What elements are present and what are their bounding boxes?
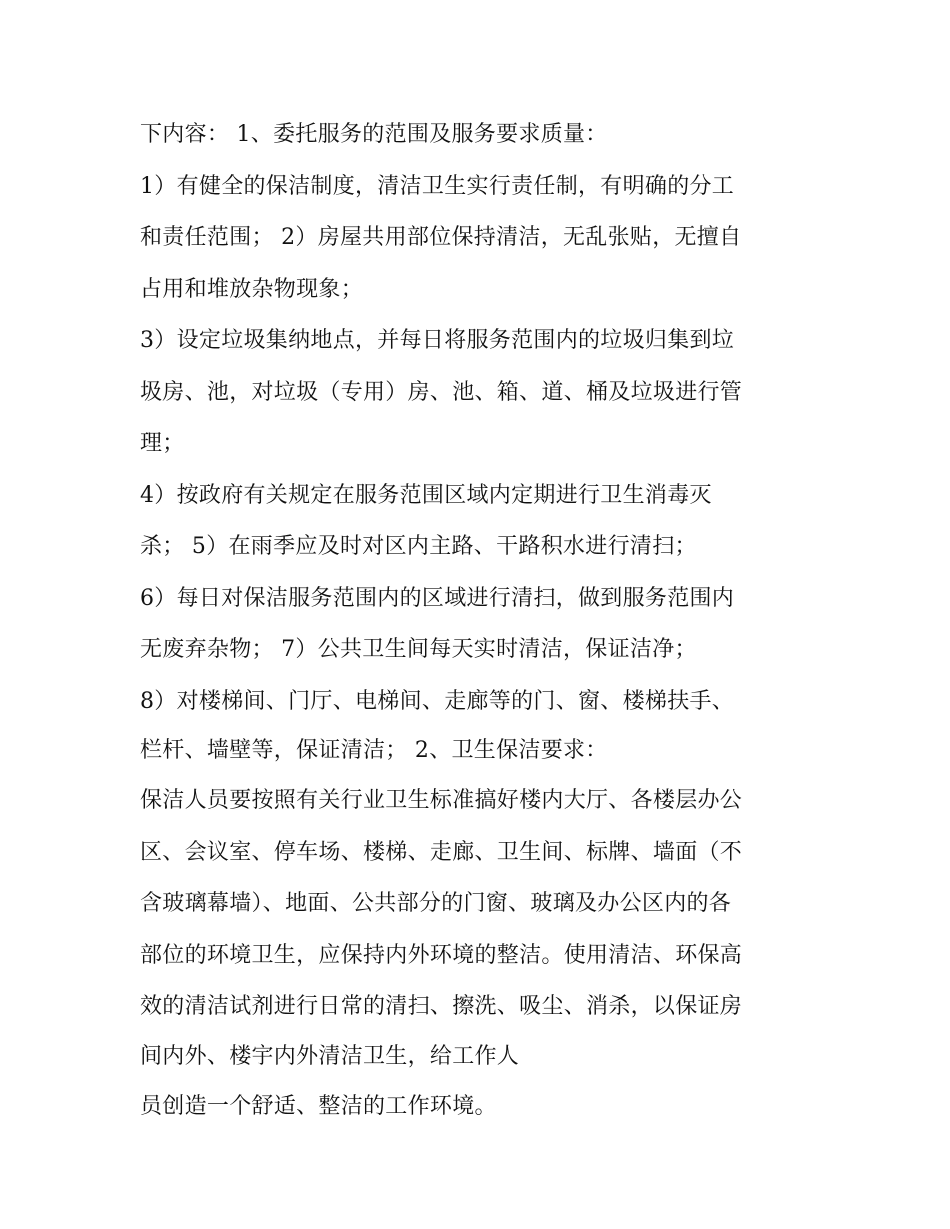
text-line: 区、会议室、停车场、楼梯、走廊、卫生间、标牌、墙面（不 bbox=[140, 839, 743, 865]
text-line: 无废弃杂物； 7）公共卫生间每天实时清洁，保证洁净； bbox=[140, 637, 697, 662]
text-line: 部位的环境卫生，应保持内外环境的整洁。使用清洁、环保高 bbox=[140, 942, 743, 968]
text-line: 3）设定垃圾集纳地点，并每日将服务范围内的垃圾归集到垃 bbox=[140, 328, 735, 353]
document-body bbox=[140, 109, 830, 1132]
text-line: 8）对楼梯间、门厅、电梯间、走廊等的门、窗、楼梯扶手、 bbox=[140, 688, 735, 714]
text-line: 和责任范围； 2）房屋共用部位保持清洁，无乱张贴，无擅自 bbox=[140, 225, 742, 250]
text-line: 6）每日对保洁服务范围内的区域进行清扫，做到服务范围内 bbox=[140, 585, 735, 611]
text-line: 1）有健全的保洁制度，清洁卫生实行责任制，有明确的分工 bbox=[140, 173, 735, 199]
text-line: 效的清洁试剂进行日常的清扫、擦洗、吸尘、消杀，以保证房 bbox=[140, 994, 743, 1019]
text-line: 下内容： 1、委托服务的范围及服务要求质量： bbox=[140, 122, 608, 147]
text-line: 员创造一个舒适、整洁的工作环境。 bbox=[140, 1093, 497, 1119]
text-line: 理； bbox=[140, 431, 185, 456]
text-line: 4）按政府有关规定在服务范围区域内定期进行卫生消毒灭 bbox=[140, 482, 712, 508]
text-line: 占用和堆放杂物现象； bbox=[140, 276, 364, 302]
text-line: 间内外、楼宇内外清洁卫生，给工作人 bbox=[140, 1043, 520, 1069]
text-line: 圾房、池，对垃圾（专用）房、池、箱、道、桶及垃圾进行管 bbox=[140, 379, 743, 405]
text-line: 含玻璃幕墙）、地面、公共部分的门窗、玻璃及办公区内的各 bbox=[140, 891, 732, 916]
text-line: 栏杆、墙壁等，保证清洁； 2、卫生保洁要求： bbox=[140, 738, 608, 763]
text-line: 保洁人员要按照有关行业卫生标准搞好楼内大厅、各楼层办公 bbox=[140, 788, 743, 813]
text-line: 杀； 5）在雨季应及时对区内主路、干路积水进行清扫； bbox=[140, 534, 697, 559]
